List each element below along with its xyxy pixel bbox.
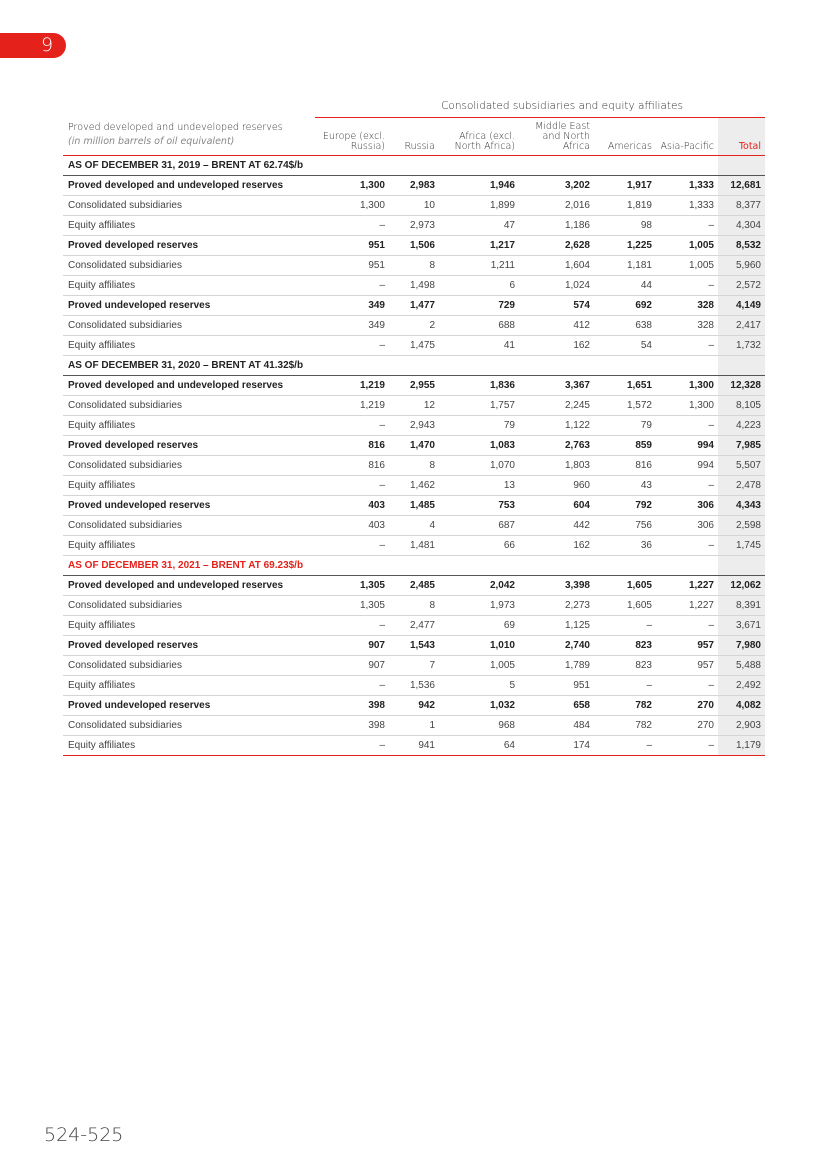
cell-africa: 729 <box>439 296 519 316</box>
cell-europe: 349 <box>319 296 389 316</box>
table-row <box>63 516 765 536</box>
cell-asia-pacific: 306 <box>656 496 718 516</box>
table-row <box>63 436 765 456</box>
cell-asia-pacific: – <box>656 476 718 496</box>
cell-middle-east: 658 <box>519 696 594 716</box>
cell-europe: 349 <box>319 316 389 336</box>
cell-asia-pacific: 1,005 <box>656 256 718 276</box>
cell-middle-east: 960 <box>519 476 594 496</box>
table-unit: (in million barrels of oil equivalent) <box>68 136 235 147</box>
cell-total: 12,062 <box>718 576 765 596</box>
cell-middle-east: 2,763 <box>519 436 594 456</box>
cell-middle-east: 574 <box>519 296 594 316</box>
row-label: Equity affiliates <box>63 336 319 356</box>
cell-africa: 66 <box>439 536 519 556</box>
table-row <box>63 316 765 336</box>
cell-russia <box>389 556 439 576</box>
cell-middle-east: 1,024 <box>519 276 594 296</box>
cell-russia: 2,477 <box>389 616 439 636</box>
table-row <box>63 336 765 356</box>
cell-total: 4,304 <box>718 216 765 236</box>
cell-total: 7,980 <box>718 636 765 656</box>
table-row <box>63 476 765 496</box>
cell-americas: 816 <box>594 456 656 476</box>
cell-americas: 1,605 <box>594 576 656 596</box>
cell-total <box>718 556 765 576</box>
cell-russia <box>389 356 439 376</box>
cell-americas: 782 <box>594 716 656 736</box>
cell-americas: 1,917 <box>594 176 656 196</box>
cell-total: 1,732 <box>718 336 765 356</box>
cell-americas: 98 <box>594 216 656 236</box>
cell-russia: 4 <box>389 516 439 536</box>
row-label: Equity affiliates <box>63 216 319 236</box>
cell-middle-east: 162 <box>519 536 594 556</box>
cell-africa: 64 <box>439 736 519 756</box>
row-label: Equity affiliates <box>63 416 319 436</box>
cell-europe <box>319 356 389 376</box>
cell-europe: – <box>319 476 389 496</box>
row-label: Consolidated subsidiaries <box>63 456 319 476</box>
cell-europe: 907 <box>319 636 389 656</box>
table-row <box>63 736 765 756</box>
cell-europe: 816 <box>319 456 389 476</box>
cell-europe: 1,219 <box>319 376 389 396</box>
cell-americas: 1,819 <box>594 196 656 216</box>
cell-middle-east: 412 <box>519 316 594 336</box>
cell-middle-east: 3,202 <box>519 176 594 196</box>
table-row <box>63 296 765 316</box>
cell-europe: 1,219 <box>319 396 389 416</box>
cell-europe: 816 <box>319 436 389 456</box>
row-label: Consolidated subsidiaries <box>63 596 319 616</box>
row-label: AS OF DECEMBER 31, 2021 – BRENT AT 69.23$/b <box>63 556 319 576</box>
cell-asia-pacific: 1,005 <box>656 236 718 256</box>
cell-africa: 5 <box>439 676 519 696</box>
cell-africa <box>439 556 519 576</box>
cell-europe: – <box>319 536 389 556</box>
cell-europe: 1,300 <box>319 176 389 196</box>
cell-russia: 2,485 <box>389 576 439 596</box>
cell-asia-pacific: 957 <box>656 656 718 676</box>
cell-africa: 1,005 <box>439 656 519 676</box>
page-number: 524-525 <box>44 1124 124 1146</box>
cell-total: 12,681 <box>718 176 765 196</box>
cell-middle-east: 2,740 <box>519 636 594 656</box>
table-row <box>63 176 765 196</box>
cell-total <box>718 156 765 176</box>
cell-russia: 1,506 <box>389 236 439 256</box>
cell-asia-pacific: – <box>656 336 718 356</box>
cell-americas: 1,181 <box>594 256 656 276</box>
row-label: AS OF DECEMBER 31, 2020 – BRENT AT 41.32$/b <box>63 356 319 376</box>
cell-americas: 792 <box>594 496 656 516</box>
cell-middle-east: 442 <box>519 516 594 536</box>
cell-americas: 782 <box>594 696 656 716</box>
cell-russia: 10 <box>389 196 439 216</box>
cell-total: 4,343 <box>718 496 765 516</box>
cell-africa: 13 <box>439 476 519 496</box>
cell-africa: 1,899 <box>439 196 519 216</box>
cell-asia-pacific <box>656 356 718 376</box>
row-label: AS OF DECEMBER 31, 2019 – BRENT AT 62.74$/b <box>63 156 319 176</box>
row-label: Consolidated subsidiaries <box>63 716 319 736</box>
row-label: Consolidated subsidiaries <box>63 656 319 676</box>
cell-middle-east: 2,273 <box>519 596 594 616</box>
cell-russia: 2,955 <box>389 376 439 396</box>
cell-europe: – <box>319 616 389 636</box>
cell-asia-pacific: 306 <box>656 516 718 536</box>
cell-africa: 1,757 <box>439 396 519 416</box>
cell-russia: 1,475 <box>389 336 439 356</box>
cell-asia-pacific: 1,300 <box>656 376 718 396</box>
column-header-americas: Americas <box>594 118 656 156</box>
cell-africa: 1,070 <box>439 456 519 476</box>
cell-total: 3,671 <box>718 616 765 636</box>
cell-africa: 1,032 <box>439 696 519 716</box>
cell-russia: 1,470 <box>389 436 439 456</box>
cell-asia-pacific: – <box>656 736 718 756</box>
cell-americas: 1,651 <box>594 376 656 396</box>
cell-europe: 398 <box>319 716 389 736</box>
cell-africa: 1,010 <box>439 636 519 656</box>
reserves-table <box>63 118 765 756</box>
cell-middle-east: 162 <box>519 336 594 356</box>
cell-asia-pacific <box>656 556 718 576</box>
cell-americas <box>594 356 656 376</box>
section-header-row <box>63 556 765 576</box>
cell-americas: 36 <box>594 536 656 556</box>
cell-total: 7,985 <box>718 436 765 456</box>
table-row <box>63 256 765 276</box>
cell-africa: 688 <box>439 316 519 336</box>
row-label: Proved developed reserves <box>63 236 319 256</box>
cell-americas: 1,225 <box>594 236 656 256</box>
cell-africa: 79 <box>439 416 519 436</box>
row-label: Equity affiliates <box>63 276 319 296</box>
cell-middle-east: 2,016 <box>519 196 594 216</box>
cell-middle-east: 1,122 <box>519 416 594 436</box>
cell-total <box>718 356 765 376</box>
cell-middle-east: 2,245 <box>519 396 594 416</box>
cell-middle-east: 174 <box>519 736 594 756</box>
cell-middle-east: 3,398 <box>519 576 594 596</box>
cell-asia-pacific: 994 <box>656 456 718 476</box>
column-header-total: Total <box>718 118 765 156</box>
cell-middle-east: 951 <box>519 676 594 696</box>
cell-americas: 823 <box>594 656 656 676</box>
cell-russia: 2 <box>389 316 439 336</box>
table-row <box>63 616 765 636</box>
cell-total: 8,377 <box>718 196 765 216</box>
cell-asia-pacific: 1,227 <box>656 576 718 596</box>
cell-asia-pacific: – <box>656 676 718 696</box>
cell-asia-pacific: – <box>656 616 718 636</box>
column-header-africa: Africa (excl. North Africa) <box>439 118 519 156</box>
cell-total: 2,903 <box>718 716 765 736</box>
cell-asia-pacific <box>656 156 718 176</box>
cell-russia: 1,477 <box>389 296 439 316</box>
cell-russia: 2,943 <box>389 416 439 436</box>
cell-africa: 1,946 <box>439 176 519 196</box>
cell-russia: 8 <box>389 456 439 476</box>
cell-americas: 44 <box>594 276 656 296</box>
cell-total: 1,745 <box>718 536 765 556</box>
table-title: Proved developed and undeveloped reserves <box>68 122 283 133</box>
cell-total: 2,598 <box>718 516 765 536</box>
cell-total: 5,488 <box>718 656 765 676</box>
group-header <box>315 100 765 118</box>
cell-americas: 823 <box>594 636 656 656</box>
column-header-asia-pacific: Asia-Pacific <box>656 118 718 156</box>
table-row <box>63 676 765 696</box>
cell-europe <box>319 156 389 176</box>
cell-russia: 7 <box>389 656 439 676</box>
cell-africa: 687 <box>439 516 519 536</box>
row-label: Consolidated subsidiaries <box>63 396 319 416</box>
cell-europe: 1,300 <box>319 196 389 216</box>
cell-russia: 942 <box>389 696 439 716</box>
column-header-middle-east: Middle East and North Africa <box>519 118 594 156</box>
section-header-row <box>63 156 765 176</box>
cell-total: 8,532 <box>718 236 765 256</box>
cell-total: 5,960 <box>718 256 765 276</box>
cell-asia-pacific: 270 <box>656 716 718 736</box>
cell-middle-east: 1,125 <box>519 616 594 636</box>
chapter-number: 9 <box>41 34 54 56</box>
cell-middle-east: 1,789 <box>519 656 594 676</box>
cell-europe: 951 <box>319 236 389 256</box>
column-header-europe: Europe (excl. Russia) <box>319 118 389 156</box>
cell-total: 1,179 <box>718 736 765 756</box>
table-row <box>63 416 765 436</box>
row-label: Consolidated subsidiaries <box>63 256 319 276</box>
row-label: Consolidated subsidiaries <box>63 316 319 336</box>
cell-americas: 1,572 <box>594 396 656 416</box>
table-row <box>63 216 765 236</box>
row-label: Equity affiliates <box>63 616 319 636</box>
row-label: Proved developed and undeveloped reserves <box>63 376 319 396</box>
section-header-row <box>63 356 765 376</box>
cell-total: 8,391 <box>718 596 765 616</box>
cell-asia-pacific: – <box>656 416 718 436</box>
cell-asia-pacific: 957 <box>656 636 718 656</box>
cell-asia-pacific: 328 <box>656 316 718 336</box>
cell-asia-pacific: 994 <box>656 436 718 456</box>
cell-russia: 1 <box>389 716 439 736</box>
cell-europe: 1,305 <box>319 596 389 616</box>
cell-middle-east: 1,803 <box>519 456 594 476</box>
cell-russia: 1,498 <box>389 276 439 296</box>
chapter-tab <box>0 33 66 58</box>
table-row <box>63 456 765 476</box>
row-label: Equity affiliates <box>63 676 319 696</box>
cell-europe: – <box>319 276 389 296</box>
cell-americas: 54 <box>594 336 656 356</box>
row-label: Equity affiliates <box>63 476 319 496</box>
cell-europe <box>319 556 389 576</box>
cell-africa: 6 <box>439 276 519 296</box>
cell-russia: 1,462 <box>389 476 439 496</box>
cell-total: 4,082 <box>718 696 765 716</box>
cell-europe: – <box>319 736 389 756</box>
cell-africa: 69 <box>439 616 519 636</box>
cell-middle-east <box>519 156 594 176</box>
cell-russia: 8 <box>389 596 439 616</box>
cell-americas: 756 <box>594 516 656 536</box>
table-row <box>63 696 765 716</box>
cell-europe: 1,305 <box>319 576 389 596</box>
cell-americas: 79 <box>594 416 656 436</box>
table-body <box>63 156 765 756</box>
cell-russia: 1,481 <box>389 536 439 556</box>
cell-africa: 1,836 <box>439 376 519 396</box>
cell-middle-east: 2,628 <box>519 236 594 256</box>
cell-africa <box>439 156 519 176</box>
cell-russia: 1,485 <box>389 496 439 516</box>
cell-middle-east: 484 <box>519 716 594 736</box>
table-row <box>63 276 765 296</box>
cell-asia-pacific: 1,300 <box>656 396 718 416</box>
cell-americas: – <box>594 676 656 696</box>
cell-africa: 1,211 <box>439 256 519 276</box>
cell-africa: 47 <box>439 216 519 236</box>
cell-middle-east: 604 <box>519 496 594 516</box>
cell-africa: 968 <box>439 716 519 736</box>
cell-middle-east: 3,367 <box>519 376 594 396</box>
cell-total: 2,572 <box>718 276 765 296</box>
cell-americas <box>594 156 656 176</box>
cell-africa: 2,042 <box>439 576 519 596</box>
row-label: Proved undeveloped reserves <box>63 296 319 316</box>
cell-russia: 1,543 <box>389 636 439 656</box>
cell-europe: 951 <box>319 256 389 276</box>
cell-middle-east: 1,604 <box>519 256 594 276</box>
reserves-table-container <box>63 100 765 756</box>
row-label: Proved developed and undeveloped reserves <box>63 176 319 196</box>
table-row <box>63 496 765 516</box>
cell-africa: 1,083 <box>439 436 519 456</box>
cell-europe: 403 <box>319 496 389 516</box>
row-label: Consolidated subsidiaries <box>63 516 319 536</box>
cell-total: 2,492 <box>718 676 765 696</box>
header-label-cell <box>63 118 319 156</box>
cell-americas: 43 <box>594 476 656 496</box>
cell-middle-east <box>519 356 594 376</box>
cell-total: 4,149 <box>718 296 765 316</box>
cell-africa: 1,973 <box>439 596 519 616</box>
cell-africa: 753 <box>439 496 519 516</box>
table-row <box>63 396 765 416</box>
cell-asia-pacific: 328 <box>656 296 718 316</box>
cell-africa: 41 <box>439 336 519 356</box>
cell-americas: 638 <box>594 316 656 336</box>
row-label: Consolidated subsidiaries <box>63 196 319 216</box>
cell-europe: 403 <box>319 516 389 536</box>
row-label: Proved undeveloped reserves <box>63 496 319 516</box>
table-row <box>63 536 765 556</box>
row-label: Proved undeveloped reserves <box>63 696 319 716</box>
cell-asia-pacific: – <box>656 276 718 296</box>
cell-total: 2,417 <box>718 316 765 336</box>
cell-europe: – <box>319 416 389 436</box>
column-header-russia: Russia <box>389 118 439 156</box>
cell-russia: 2,973 <box>389 216 439 236</box>
cell-total: 8,105 <box>718 396 765 416</box>
row-label: Proved developed reserves <box>63 436 319 456</box>
cell-africa: 1,217 <box>439 236 519 256</box>
cell-europe: – <box>319 336 389 356</box>
cell-asia-pacific: – <box>656 536 718 556</box>
cell-americas: 692 <box>594 296 656 316</box>
table-row <box>63 236 765 256</box>
table-row <box>63 596 765 616</box>
row-label: Proved developed and undeveloped reserves <box>63 576 319 596</box>
cell-asia-pacific: 1,333 <box>656 176 718 196</box>
table-row <box>63 656 765 676</box>
cell-americas: – <box>594 736 656 756</box>
cell-americas: – <box>594 616 656 636</box>
cell-russia: 8 <box>389 256 439 276</box>
cell-russia: 941 <box>389 736 439 756</box>
cell-asia-pacific: – <box>656 216 718 236</box>
cell-russia: 1,536 <box>389 676 439 696</box>
table-row <box>63 716 765 736</box>
cell-americas: 1,605 <box>594 596 656 616</box>
row-label: Equity affiliates <box>63 736 319 756</box>
cell-asia-pacific: 270 <box>656 696 718 716</box>
cell-russia: 2,983 <box>389 176 439 196</box>
cell-americas <box>594 556 656 576</box>
cell-middle-east: 1,186 <box>519 216 594 236</box>
table-row <box>63 576 765 596</box>
cell-middle-east <box>519 556 594 576</box>
cell-total: 2,478 <box>718 476 765 496</box>
cell-total: 4,223 <box>718 416 765 436</box>
table-row <box>63 376 765 396</box>
table-row <box>63 636 765 656</box>
table-row <box>63 196 765 216</box>
cell-russia <box>389 156 439 176</box>
cell-europe: 398 <box>319 696 389 716</box>
cell-europe: – <box>319 216 389 236</box>
cell-africa <box>439 356 519 376</box>
cell-asia-pacific: 1,333 <box>656 196 718 216</box>
row-label: Proved developed reserves <box>63 636 319 656</box>
cell-total: 5,507 <box>718 456 765 476</box>
cell-russia: 12 <box>389 396 439 416</box>
cell-europe: 907 <box>319 656 389 676</box>
cell-americas: 859 <box>594 436 656 456</box>
group-header-label: Consolidated subsidiaries and equity affiliates <box>441 100 683 112</box>
cell-asia-pacific: 1,227 <box>656 596 718 616</box>
row-label: Equity affiliates <box>63 536 319 556</box>
cell-europe: – <box>319 676 389 696</box>
table-header-row <box>63 118 765 156</box>
cell-total: 12,328 <box>718 376 765 396</box>
